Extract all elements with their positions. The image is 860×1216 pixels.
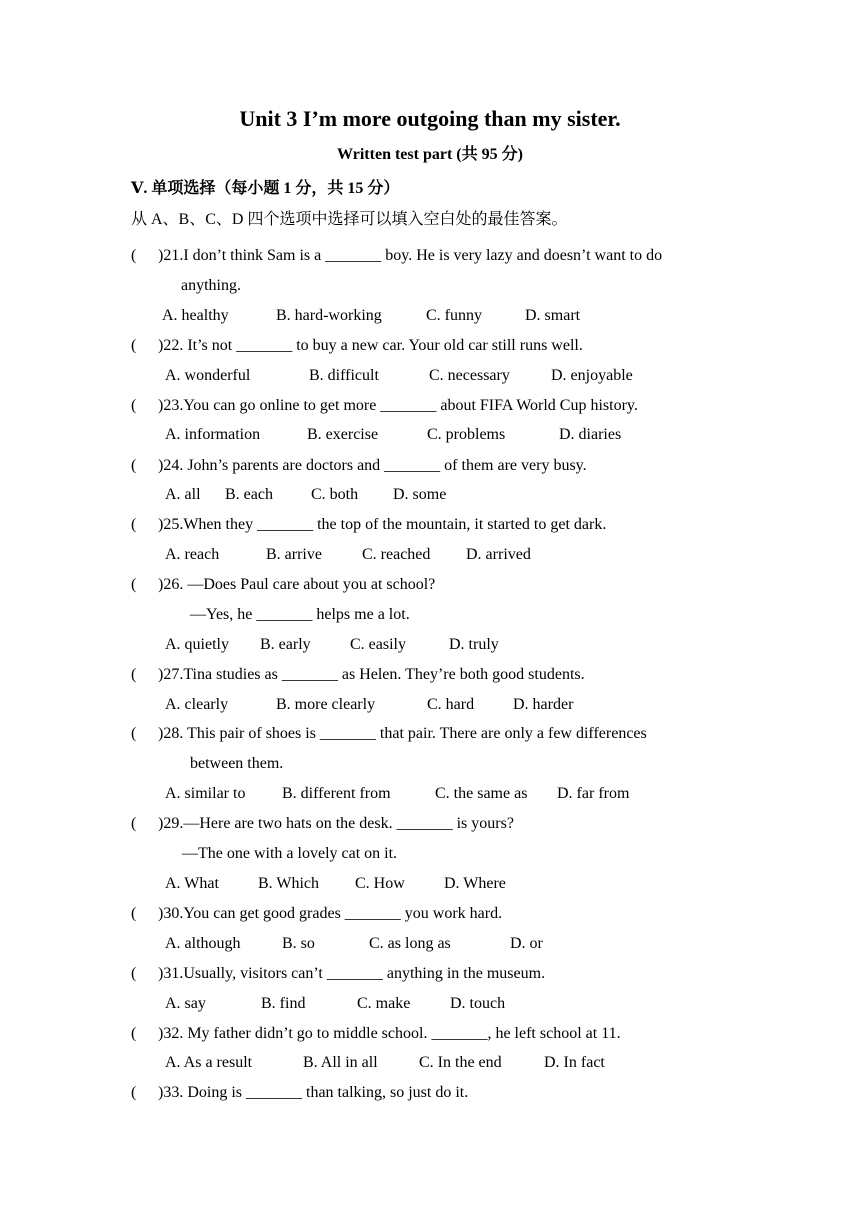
option-b: B. Which: [258, 875, 320, 892]
option-d: D. touch: [450, 995, 506, 1012]
option-d: D. or: [510, 935, 543, 952]
option-d: D. far from: [557, 785, 630, 802]
question-text: )25.When they _______ the top of the mountain, it started to get dark.: [158, 516, 607, 533]
option-c: C. In the end: [419, 1054, 502, 1071]
question-continuation: —Yes, he _______ helps me a lot.: [190, 606, 410, 623]
option-a: A. wonderful: [165, 367, 251, 384]
question-text: )21.I don’t think Sam is a _______ boy. He is very lazy and doesn’t want to do: [158, 247, 663, 264]
option-b: B. exercise: [307, 426, 379, 443]
question-continuation: between them.: [190, 755, 284, 772]
answer-paren: (: [131, 576, 137, 593]
option-a: A. similar to: [165, 785, 246, 802]
option-b: B. hard-working: [276, 307, 382, 324]
question-text: )24. John’s parents are doctors and _______ of them are very busy.: [158, 457, 587, 474]
option-b: B. so: [282, 935, 315, 952]
answer-paren: (: [131, 1025, 137, 1042]
option-b: B. each: [225, 486, 273, 503]
option-b: B. more clearly: [276, 696, 376, 713]
page-subtitle: Written test part (共 95 分): [337, 146, 523, 163]
option-d: D. harder: [513, 696, 574, 713]
question-continuation: —The one with a lovely cat on it.: [182, 845, 398, 862]
section-heading: Ⅴ. 单项选择（每小题 1 分，共 15 分）: [131, 180, 400, 197]
answer-paren: (: [131, 397, 137, 414]
answer-paren: (: [131, 1084, 137, 1101]
option-c: C. problems: [427, 426, 506, 443]
answer-paren: (: [131, 815, 137, 832]
option-a: A. quietly: [165, 636, 229, 653]
option-a: A. say: [165, 995, 206, 1012]
answer-paren: (: [131, 457, 137, 474]
answer-paren: (: [131, 666, 137, 683]
option-d: D. arrived: [466, 546, 531, 563]
question-text: )27.Tina studies as _______ as Helen. They’re both good students.: [158, 666, 585, 683]
option-b: B. arrive: [266, 546, 322, 563]
option-c: C. make: [357, 995, 411, 1012]
answer-paren: (: [131, 516, 137, 533]
option-a: A. information: [165, 426, 261, 443]
answer-paren: (: [131, 725, 137, 742]
answer-paren: (: [131, 905, 137, 922]
option-c: C. hard: [427, 696, 475, 713]
option-b: B. different from: [282, 785, 391, 802]
option-d: D. smart: [525, 307, 581, 324]
answer-paren: (: [131, 337, 137, 354]
option-a: A. although: [165, 935, 241, 952]
option-b: B. difficult: [309, 367, 379, 384]
option-a: A. reach: [165, 546, 220, 563]
option-c: C. necessary: [429, 367, 510, 384]
option-d: D. Where: [444, 875, 506, 892]
question-text: )32. My father didn’t go to middle school. _______, he left school at 11.: [158, 1025, 621, 1042]
option-a: A. healthy: [162, 307, 229, 324]
option-d: D. some: [393, 486, 447, 503]
option-c: C. How: [355, 875, 405, 892]
page-title: Unit 3 I’m more outgoing than my sister.: [239, 106, 621, 131]
option-a: A. What: [165, 875, 219, 892]
question-continuation: anything.: [181, 277, 241, 294]
answer-paren: (: [131, 247, 137, 264]
question-text: )30.You can get good grades _______ you work hard.: [158, 905, 503, 922]
option-a: A. clearly: [165, 696, 229, 713]
option-c: C. easily: [350, 636, 406, 653]
option-c: C. reached: [362, 546, 431, 563]
question-text: )28. This pair of shoes is _______ that pair. There are only a few differences: [158, 725, 647, 742]
question-text: )23.You can go online to get more _______ about FIFA World Cup history.: [158, 397, 638, 414]
option-b: B. early: [260, 636, 311, 653]
option-d: D. truly: [449, 636, 499, 653]
option-c: C. funny: [426, 307, 482, 324]
option-c: C. as long as: [369, 935, 451, 952]
option-c: C. the same as: [435, 785, 528, 802]
question-text: )26. —Does Paul care about you at school?: [158, 576, 436, 593]
option-d: D. diaries: [559, 426, 622, 443]
option-c: C. both: [311, 486, 359, 503]
instruction-text: 从 A、B、C、D 四个选项中选择可以填入空白处的最佳答案。: [131, 211, 568, 228]
option-d: D. In fact: [544, 1054, 605, 1071]
option-d: D. enjoyable: [551, 367, 633, 384]
question-text: )22. It’s not _______ to buy a new car. Your old car still runs well.: [158, 337, 583, 354]
answer-paren: (: [131, 965, 137, 982]
option-a: A. all: [165, 486, 201, 503]
question-text: )29.—Here are two hats on the desk. _______ is yours?: [158, 815, 514, 832]
question-text: )31.Usually, visitors can’t _______ anything in the museum.: [158, 965, 546, 982]
option-b: B. find: [261, 995, 306, 1012]
question-text: )33. Doing is _______ than talking, so just do it.: [158, 1084, 469, 1101]
option-a: A. As a result: [165, 1054, 253, 1071]
option-b: B. All in all: [303, 1054, 378, 1071]
